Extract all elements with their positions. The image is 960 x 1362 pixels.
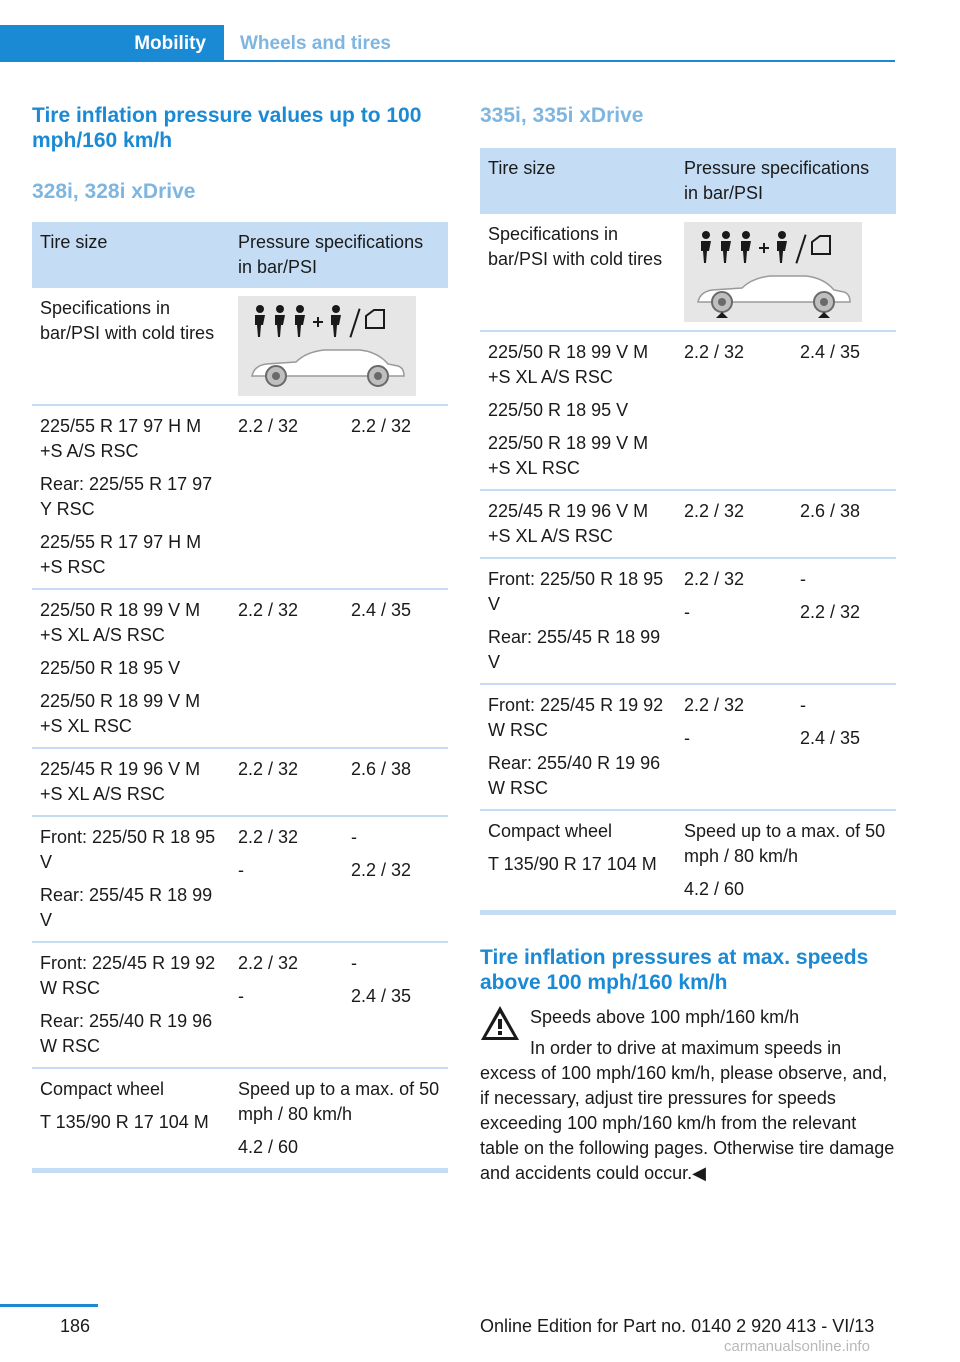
warning-notice	[480, 1005, 896, 1186]
footer-rule	[0, 1304, 98, 1307]
occupants-load-icon	[238, 296, 416, 396]
column-header-pressure: Pressure specifications in bar/PSI	[676, 148, 896, 214]
section-tab-wheels-and-tires[interactable]: Wheels and tires	[240, 33, 391, 54]
table-row: Front: 225/45 R 19 92 W RSC Rear: 255/40 R 19 96 W RSC 2.2 / 32 - - 2.4 / 35	[480, 684, 896, 810]
table-row: 225/55 R 17 97 H M +S A/S RSC Rear: 225/55 R 17 97 Y RSC 225/55 R 17 97 H M +S RSC 2.2 / 32 2.2 / 32	[32, 405, 448, 589]
right-column	[480, 103, 896, 1186]
car-side-icon	[252, 350, 404, 386]
header-rule	[224, 60, 895, 62]
table-row: 225/45 R 19 96 V M +S XL A/S RSC 2.2 / 32 2.6 / 38	[32, 748, 448, 816]
column-header-tire-size: Tire size	[480, 148, 676, 214]
warning-title: Speeds above 100 mph/160 km/h	[530, 1007, 800, 1027]
section-heading: Tire inflation pressure values up to 100 mph/160 km/h	[32, 104, 422, 152]
car-side-icon	[698, 276, 850, 318]
table-row: Front: 225/50 R 18 95 V Rear: 255/45 R 18 99 V 2.2 / 32 - - 2.2 / 32	[480, 558, 896, 684]
page-number: 186	[60, 1316, 91, 1336]
load-condition-pictogram	[684, 222, 862, 322]
edition-info: Online Edition for Part no. 0140 2 920 413 - VI/13	[480, 1316, 875, 1336]
column-header-tire-size: Tire size	[32, 222, 230, 288]
table-row-compact-wheel: Compact wheel T 135/90 R 17 104 M Speed up to a max. of 50 mph / 80 km/h 4.2 / 60	[32, 1068, 448, 1171]
table-row: 225/50 R 18 99 V M +S XL A/S RSC 225/50 R 18 95 V 225/50 R 18 99 V M +S XL RSC 2.2 / 32 2.4 / 35	[32, 589, 448, 748]
section-tab-mobility[interactable]: Mobility	[0, 25, 224, 62]
model-heading-335i: 335i, 335i xDrive	[480, 104, 644, 127]
page-header	[0, 25, 895, 62]
table-row: 225/45 R 19 96 V M +S XL A/S RSC 2.2 / 32 2.6 / 38	[480, 490, 896, 558]
table-row-compact-wheel: Compact wheel T 135/90 R 17 104 M Speed up to a max. of 50 mph / 80 km/h 4.2 / 60	[480, 810, 896, 913]
watermark: carmanualsonline.info	[724, 1338, 870, 1355]
model-heading-328i: 328i, 328i xDrive	[32, 180, 196, 203]
table-row: 225/50 R 18 99 V M +S XL A/S RSC 225/50 R 18 95 V 225/50 R 18 99 V M +S XL RSC 2.2 / 32 2.4 / 35	[480, 331, 896, 490]
warning-body: In order to drive at maximum speeds in excess of 100 mph/160 km/h, please observe, and, if necessary, adjust tire pressures for speeds exceeding 100 mph/160 km/h from the relevant table on the following pages. Otherwise tire damage and accidents could occur.◀	[480, 1038, 895, 1183]
table-row: Front: 225/45 R 19 92 W RSC Rear: 255/40 R 19 96 W RSC 2.2 / 32 - - 2.4 / 35	[32, 942, 448, 1068]
occupants-load-icon	[684, 222, 862, 322]
table-row: Front: 225/50 R 18 95 V Rear: 255/45 R 18 99 V 2.2 / 32 - - 2.2 / 32	[32, 816, 448, 942]
warning-triangle-icon	[480, 1005, 520, 1041]
load-condition-pictogram	[238, 296, 416, 396]
table-intro: Specifications in bar/PSI with cold tires	[480, 214, 676, 331]
left-column	[32, 103, 448, 1173]
pressure-table-335i	[480, 148, 896, 915]
pressure-table-328i	[32, 222, 448, 1173]
table-intro: Specifications in bar/PSI with cold tires	[32, 288, 230, 405]
column-header-pressure: Pressure specifications in bar/PSI	[230, 222, 448, 288]
max-speed-heading: Tire inflation pressures at max. speeds above 100 mph/160 km/h	[480, 946, 869, 994]
